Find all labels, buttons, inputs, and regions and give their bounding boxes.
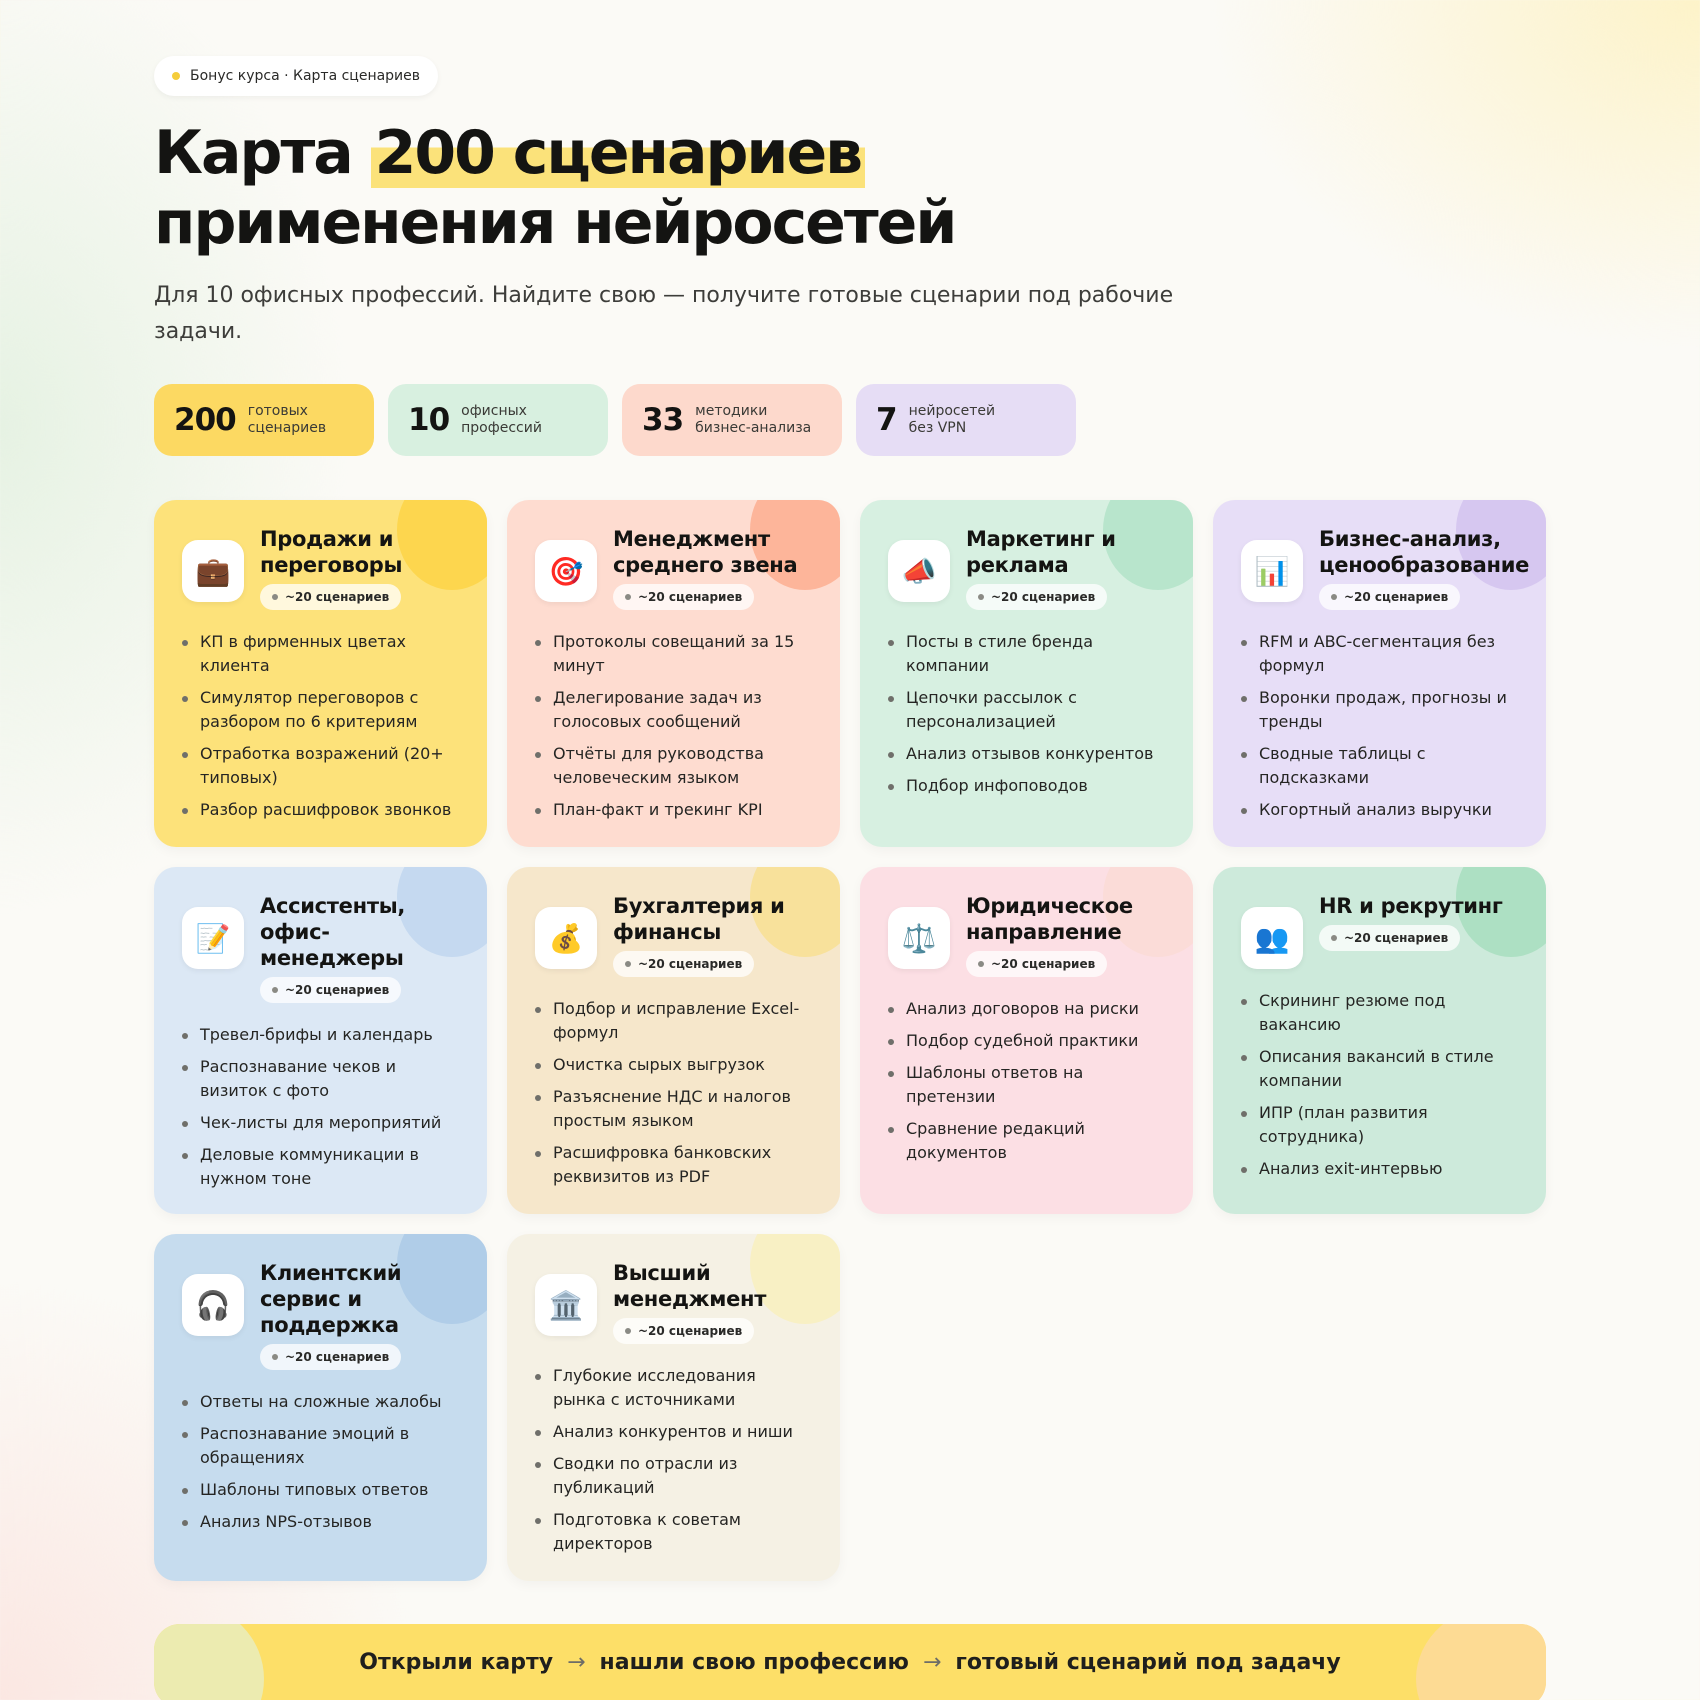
scenario-count-badge xyxy=(966,951,1107,977)
stat-number: 33 xyxy=(642,402,684,438)
scenario-item: Шаблоны ответов на претензии xyxy=(888,1061,1165,1109)
profession-card xyxy=(860,500,1193,847)
card-header xyxy=(888,893,1165,977)
scenario-item: Чек-листы для мероприятий xyxy=(182,1111,459,1135)
stat-label: готовых сценариев xyxy=(247,403,327,436)
card-title: Маркетинг и реклама xyxy=(966,527,1116,577)
bar-chart-icon: 📊 xyxy=(1241,540,1303,602)
stats-row xyxy=(154,384,1546,456)
scenario-item: План-факт и трекинг KPI xyxy=(535,798,812,822)
scenario-item: Воронки продаж, прогнозы и тренды xyxy=(1241,686,1518,734)
scenario-item: Делегирование задач из голосовых сообщений xyxy=(535,686,812,734)
scenario-item: Подбор и исправление Excel-формул xyxy=(535,997,812,1045)
scenario-count-badge xyxy=(613,584,754,610)
card-title: Клиентский сервис и поддержка xyxy=(260,1261,402,1337)
scenario-item: Очистка сырых выгрузок xyxy=(535,1053,812,1077)
scenario-item: Подбор судебной практики xyxy=(888,1029,1165,1053)
scenario-count-badge xyxy=(260,1344,401,1370)
badge-dot-icon xyxy=(625,594,631,600)
scenario-item: Цепочки рассылок с персонализацией xyxy=(888,686,1165,734)
scenario-item: Подбор инфоповодов xyxy=(888,774,1165,798)
scenario-list xyxy=(1241,630,1518,822)
card-title: Высший менеджмент xyxy=(613,1261,767,1311)
card-title-block xyxy=(260,526,459,610)
scenario-item: Ответы на сложные жалобы xyxy=(182,1390,459,1414)
footer-decor-left xyxy=(154,1624,264,1700)
badge-dot-icon xyxy=(978,961,984,967)
card-header xyxy=(535,1260,812,1344)
scenario-item: Деловые коммуникации в нужном тоне xyxy=(182,1143,459,1191)
card-title-block xyxy=(966,526,1165,610)
scenario-item: ИПР (план развития сотрудника) xyxy=(1241,1101,1518,1149)
title-part-1: Карта xyxy=(154,118,371,188)
badge-dot-icon xyxy=(272,1354,278,1360)
profession-card xyxy=(154,867,487,1214)
badge-label: ~20 сценариев xyxy=(991,590,1096,604)
card-header xyxy=(1241,893,1518,969)
arrow-right-icon: → xyxy=(567,1650,586,1675)
scenario-item: Анализ отзывов конкурентов xyxy=(888,742,1165,766)
stat-label: нейросетей без VPN xyxy=(908,403,996,436)
top-pill xyxy=(154,56,438,96)
card-header xyxy=(182,893,459,1003)
stat-chip xyxy=(154,384,374,456)
scenario-list xyxy=(1241,989,1518,1181)
scenario-list xyxy=(888,997,1165,1165)
people-icon: 👥 xyxy=(1241,907,1303,969)
card-title-block xyxy=(1319,526,1529,610)
scenario-item: Описания вакансий в стиле компании xyxy=(1241,1045,1518,1093)
card-header xyxy=(535,893,812,977)
profession-card xyxy=(1213,500,1546,847)
scenario-list xyxy=(182,1390,459,1534)
scenario-count-badge xyxy=(966,584,1107,610)
classical-building-icon: 🏛️ xyxy=(535,1274,597,1336)
stat-label: методики бизнес-анализа xyxy=(695,403,812,436)
stat-chip xyxy=(622,384,842,456)
pill-dot-icon xyxy=(172,72,180,80)
money-bag-icon: 💰 xyxy=(535,907,597,969)
badge-label: ~20 сценариев xyxy=(1344,590,1449,604)
badge-dot-icon xyxy=(272,594,278,600)
header-section xyxy=(154,56,1546,456)
badge-label: ~20 сценариев xyxy=(285,983,390,997)
badge-dot-icon xyxy=(625,961,631,967)
scenario-item: Сводки по отрасли из публикаций xyxy=(535,1452,812,1500)
card-header xyxy=(888,526,1165,610)
profession-card xyxy=(507,867,840,1214)
briefcase-icon: 💼 xyxy=(182,540,244,602)
scenario-item: Подготовка к советам директоров xyxy=(535,1508,812,1556)
scenario-item: Симулятор переговоров с разбором по 6 критериям xyxy=(182,686,459,734)
card-title-block xyxy=(260,1260,459,1370)
card-header xyxy=(535,526,812,610)
card-title: HR и рекрутинг xyxy=(1319,894,1503,918)
footer-step-3: готовый сценарий под задачу xyxy=(955,1650,1341,1675)
scenario-item: Анализ NPS-отзывов xyxy=(182,1510,459,1534)
badge-dot-icon xyxy=(1331,935,1337,941)
badge-dot-icon xyxy=(272,987,278,993)
profession-card xyxy=(1213,867,1546,1214)
badge-label: ~20 сценариев xyxy=(1344,931,1449,945)
scenario-item: Распознавание чеков и визиток с фото xyxy=(182,1055,459,1103)
title-highlight: 200 сценариев xyxy=(371,118,865,188)
stat-number: 200 xyxy=(174,402,236,438)
stat-number: 10 xyxy=(408,402,450,438)
scenario-item: Отработка возражений (20+ типовых) xyxy=(182,742,459,790)
card-title-block xyxy=(260,893,459,1003)
scenario-count-badge xyxy=(613,951,754,977)
stat-chip xyxy=(856,384,1076,456)
card-title: Продажи и переговоры xyxy=(260,527,403,577)
badge-label: ~20 сценариев xyxy=(638,1324,743,1338)
scenario-item: RFM и ABC-сегментация без формул xyxy=(1241,630,1518,678)
badge-label: ~20 сценариев xyxy=(638,590,743,604)
scenario-item: Распознавание эмоций в обращениях xyxy=(182,1422,459,1470)
scenario-item: Сводные таблицы с подсказками xyxy=(1241,742,1518,790)
scenario-list xyxy=(182,630,459,822)
badge-label: ~20 сценариев xyxy=(285,1350,390,1364)
card-title-block xyxy=(613,1260,812,1344)
megaphone-icon: 📣 xyxy=(888,540,950,602)
scenario-count-badge xyxy=(1319,584,1460,610)
badge-dot-icon xyxy=(625,1328,631,1334)
scenario-item: Анализ договоров на риски xyxy=(888,997,1165,1021)
title-line-2: применения нейросетей xyxy=(154,188,956,258)
scenario-item: КП в фирменных цветах клиента xyxy=(182,630,459,678)
arrow-right-icon: → xyxy=(922,1650,942,1675)
stat-number: 7 xyxy=(876,402,897,438)
card-title: Бизнес-анализ, ценообразование xyxy=(1319,527,1530,577)
profession-card xyxy=(860,867,1193,1214)
scenario-count-badge xyxy=(613,1318,754,1344)
scenario-count-badge xyxy=(1319,925,1460,951)
scenario-item: Протоколы совещаний за 15 минут xyxy=(535,630,812,678)
scenario-item: Сравнение редакций документов xyxy=(888,1117,1165,1165)
scenario-item: Посты в стиле бренда компании xyxy=(888,630,1165,678)
scenario-item: Глубокие исследования рынка с источниками xyxy=(535,1364,812,1412)
badge-dot-icon xyxy=(978,594,984,600)
card-title-block xyxy=(1319,893,1503,951)
card-header xyxy=(182,526,459,610)
profession-card xyxy=(507,500,840,847)
card-header xyxy=(1241,526,1530,610)
card-title-block xyxy=(613,526,812,610)
scenario-item: Отчёты для руководства человеческим языком xyxy=(535,742,812,790)
page-title xyxy=(154,118,1546,258)
stat-chip xyxy=(388,384,608,456)
scenario-item: Разъяснение НДС и налогов простым языком xyxy=(535,1085,812,1133)
scenario-item: Расшифровка банковских реквизитов из PDF xyxy=(535,1141,812,1189)
scenario-list xyxy=(535,997,812,1189)
badge-dot-icon xyxy=(1331,594,1337,600)
card-title: Юридическое направление xyxy=(966,894,1133,944)
scenario-list xyxy=(535,1364,812,1556)
scenario-item: Разбор расшифровок звонков xyxy=(182,798,459,822)
scenario-list xyxy=(888,630,1165,798)
target-icon: 🎯 xyxy=(535,540,597,602)
scenario-count-badge xyxy=(260,977,401,1003)
card-title-block xyxy=(613,893,812,977)
card-title-block xyxy=(966,893,1165,977)
badge-label: ~20 сценариев xyxy=(638,957,743,971)
badge-label: ~20 сценариев xyxy=(991,957,1096,971)
card-title: Ассистенты, офис-менеджеры xyxy=(260,894,406,970)
scenario-list xyxy=(182,1023,459,1191)
top-pill-label: Бонус курса · Карта сценариев xyxy=(190,68,421,84)
footer-step-1: Открыли карту xyxy=(359,1650,554,1675)
scenario-list xyxy=(535,630,812,822)
scenario-count-badge xyxy=(260,584,401,610)
scenario-item: Анализ exit-интервью xyxy=(1241,1157,1518,1181)
card-title: Менеджмент среднего звена xyxy=(613,527,798,577)
footer-steps xyxy=(359,1650,1340,1675)
memo-icon: 📝 xyxy=(182,907,244,969)
scenario-item: Скрининг резюме под вакансию xyxy=(1241,989,1518,1037)
card-title: Бухгалтерия и финансы xyxy=(613,894,785,944)
scales-icon: ⚖️ xyxy=(888,907,950,969)
headphones-icon: 🎧 xyxy=(182,1274,244,1336)
scenario-item: Тревел-брифы и календарь xyxy=(182,1023,459,1047)
footer-decor-right xyxy=(1416,1624,1546,1700)
scenario-item: Шаблоны типовых ответов xyxy=(182,1478,459,1502)
scenario-item: Анализ конкурентов и ниши xyxy=(535,1420,812,1444)
footer-bar xyxy=(154,1624,1546,1700)
scenario-item: Когортный анализ выручки xyxy=(1241,798,1518,822)
card-header xyxy=(182,1260,459,1370)
profession-card xyxy=(154,500,487,847)
profession-card xyxy=(507,1234,840,1581)
profession-card xyxy=(154,1234,487,1581)
badge-label: ~20 сценариев xyxy=(285,590,390,604)
stat-label: офисных профессий xyxy=(461,403,542,436)
footer-step-2: нашли свою профессию xyxy=(599,1650,909,1675)
page-subtitle: Для 10 офисных профессий. Найдите свою — получите готовые сценарии под рабочие задачи. xyxy=(154,283,1174,344)
